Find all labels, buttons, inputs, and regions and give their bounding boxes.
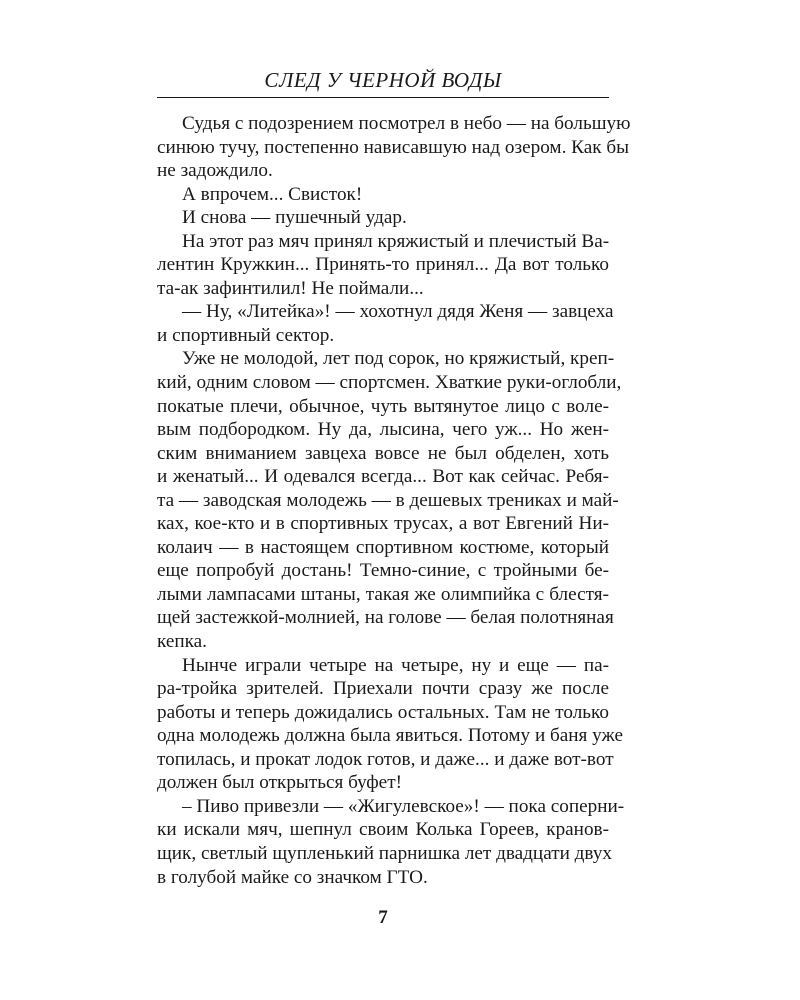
body-text <box>157 112 631 889</box>
text-line: лентин Кружкин... Принять-то принял... Да вот только <box>157 254 609 276</box>
text-line: ским вниманием завцеха вовсе не был обделен, хоть <box>157 442 609 464</box>
text-line: кий, одним словом — спортсмен. Хваткие руки-оглобли, <box>157 372 622 394</box>
text-line: одна молодежь должна была явиться. Потому и баня уже <box>157 725 624 747</box>
text-line: в голубой майке со значком ГТО. <box>157 866 428 888</box>
text-line: щей застежкой-молнией, на голове — белая полотняная <box>157 607 614 629</box>
text-line: не задождило. <box>157 160 273 182</box>
text-line: топилась, и прокат лодок готов, и даже... и даже вот-вот <box>157 748 614 770</box>
text-line: А впрочем... Свисток! <box>182 183 363 205</box>
text-line: покатые плечи, обычное, чуть вытянутое лицо с воле- <box>157 395 609 417</box>
text-line: лыми лампасами штаны, такая же олимпийка с блестя- <box>157 583 609 605</box>
text-line: Уже не молодой, лет под сорок, но кряжистый, креп- <box>182 348 615 370</box>
text-line: щик, светлый щупленький парнишка лет двадцати двух <box>157 842 613 864</box>
text-line: ки искали мяч, шепнул своим Колька Гореев, кранов- <box>157 819 609 841</box>
text-line: И снова — пушечный удар. <box>182 207 407 229</box>
text-line: Нынче играли четыре на четыре, ну и еще — па- <box>182 654 609 676</box>
text-line: ках, кое-кто и в спортивных трусах, а вот Евгений Ни- <box>157 513 609 535</box>
text-line: колаич — в настоящем спортивном костюме, который <box>157 536 609 558</box>
text-line: должен был открыться буфет! <box>157 772 402 794</box>
header-rule <box>157 97 609 98</box>
text-line: вым подбородком. Ну да, лысина, чего уж... Но жен- <box>157 419 609 441</box>
running-head: СЛЕД У ЧЕРНОЙ ВОДЫ <box>264 68 502 92</box>
text-line: и женатый... И одевался всегда... Вот как сейчас. Ребя- <box>157 466 609 488</box>
text-line: Судья с подозрением посмотрел в небо — на большую <box>182 113 631 134</box>
text-line: та — заводская молодежь — в дешевых трениках и май- <box>157 489 619 511</box>
text-line: еще попробуй достань! Темно-синие, с тройными бе- <box>157 560 609 582</box>
text-line: та-ак зафинтилил! Не поймали... <box>157 277 424 299</box>
page-number: 7 <box>378 907 388 928</box>
text-line: синюю тучу, постепенно нависавшую над озером. Как бы <box>157 136 629 158</box>
text-line: — Ну, «Литейка»! — хохотнул дядя Женя — завцеха <box>182 301 614 323</box>
text-line: На этот раз мяч принял кряжистый и плечистый Ва- <box>182 230 610 252</box>
text-line: ра-тройка зрителей. Приехали почти сразу же после <box>157 678 609 700</box>
text-line: кепка. <box>157 631 207 653</box>
text-line: и спортивный сектор. <box>157 324 335 346</box>
text-line: – Пиво привезли — «Жигулевское»! — пока соперни- <box>182 795 625 817</box>
text-line: работы и теперь дожидались остальных. Там не только <box>157 701 609 723</box>
